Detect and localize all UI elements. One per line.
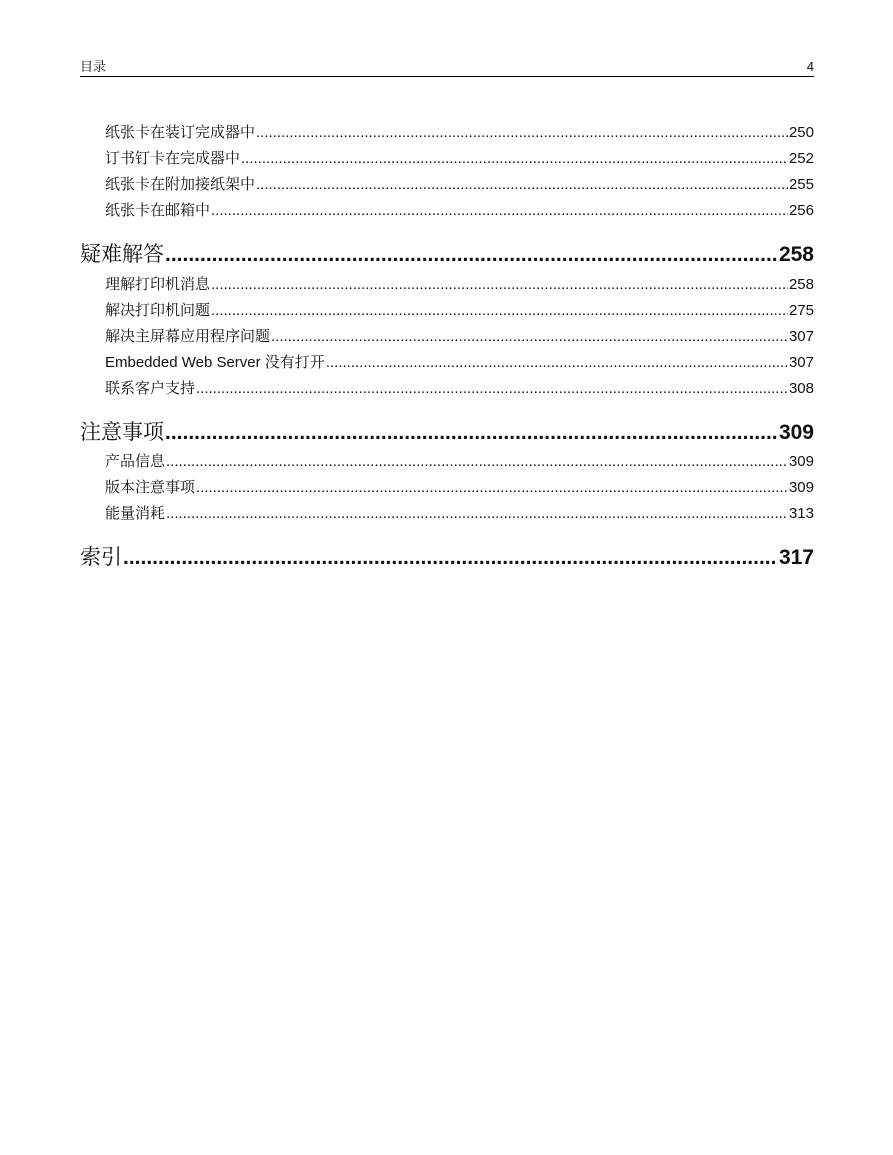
toc-chapter-index[interactable] — [80, 545, 814, 571]
toc-entry-title: 纸张卡在邮箱中 — [105, 202, 211, 219]
toc-entry-title: 版本注意事项 — [105, 479, 196, 496]
toc-entry[interactable] — [80, 149, 814, 169]
toc-entry-page: 309 — [788, 479, 814, 496]
toc-entry[interactable] — [80, 478, 814, 498]
toc-leader — [165, 242, 778, 268]
toc-leader — [256, 175, 788, 195]
toc-entry-page: 307 — [788, 354, 814, 371]
toc-entry[interactable] — [80, 504, 814, 524]
toc-leader — [211, 301, 788, 321]
toc-entry-title: 产品信息 — [105, 453, 166, 470]
toc-entry-page: 309 — [788, 453, 814, 470]
toc-entry[interactable] — [80, 379, 814, 399]
toc-chapter-page: 309 — [778, 421, 814, 444]
toc-entry[interactable] — [80, 201, 814, 221]
toc-entry[interactable] — [80, 301, 814, 321]
toc-entry-page: 275 — [788, 302, 814, 319]
toc-entry-page: 307 — [788, 328, 814, 345]
toc-entry-title: 联系客户支持 — [105, 380, 196, 397]
toc-leader — [166, 452, 788, 472]
toc-leader — [123, 545, 778, 571]
toc-entry-title: 理解打印机消息 — [105, 276, 211, 293]
toc-leader — [271, 327, 788, 347]
toc-entry-page: 258 — [788, 276, 814, 293]
toc-entry-title: Embedded Web Server 没有打开 — [105, 354, 325, 371]
toc-entry-page: 256 — [788, 202, 814, 219]
toc-entry[interactable] — [80, 275, 814, 295]
toc-leader — [241, 149, 788, 169]
toc-leader — [166, 504, 788, 524]
toc-entry-title: 能量消耗 — [105, 505, 166, 522]
toc-entry-title: 纸张卡在装订完成器中 — [105, 124, 256, 141]
toc-entry[interactable] — [80, 123, 814, 143]
toc-chapter-notices[interactable] — [80, 420, 814, 446]
toc-entry-page: 250 — [788, 124, 814, 141]
toc-leader — [211, 275, 788, 295]
toc-entry[interactable] — [80, 327, 814, 347]
toc-leader — [196, 379, 788, 399]
toc-leader — [326, 353, 788, 373]
toc-entry-page: 313 — [788, 505, 814, 522]
toc-chapter-title: 注意事项 — [80, 421, 164, 444]
header-page-number: 4 — [806, 59, 814, 74]
toc-leader — [256, 123, 788, 143]
toc-leader — [196, 478, 788, 498]
toc-leader — [211, 201, 788, 221]
toc-chapter-page: 317 — [778, 546, 814, 569]
header-section-title: 目录 — [80, 59, 107, 74]
toc-chapter-page: 258 — [778, 243, 814, 266]
toc-entry-page: 308 — [788, 380, 814, 397]
toc-entry-title: 订书钉卡在完成器中 — [105, 150, 241, 167]
toc-entry-title: 解决打印机问题 — [105, 302, 211, 319]
toc-entry-page: 252 — [788, 150, 814, 167]
toc-chapter-troubleshooting[interactable] — [80, 242, 814, 268]
toc-entry-page: 255 — [788, 176, 814, 193]
toc-entry[interactable] — [80, 452, 814, 472]
toc-leader — [165, 420, 778, 446]
toc-entry[interactable] — [80, 175, 814, 195]
toc-entry[interactable] — [80, 353, 814, 373]
toc-entry-title: 解决主屏幕应用程序问题 — [105, 328, 271, 345]
toc-chapter-title: 索引 — [80, 546, 122, 569]
page-header — [80, 58, 814, 77]
toc-entry-title: 纸张卡在附加接纸架中 — [105, 176, 256, 193]
toc-chapter-title: 疑难解答 — [80, 243, 164, 266]
